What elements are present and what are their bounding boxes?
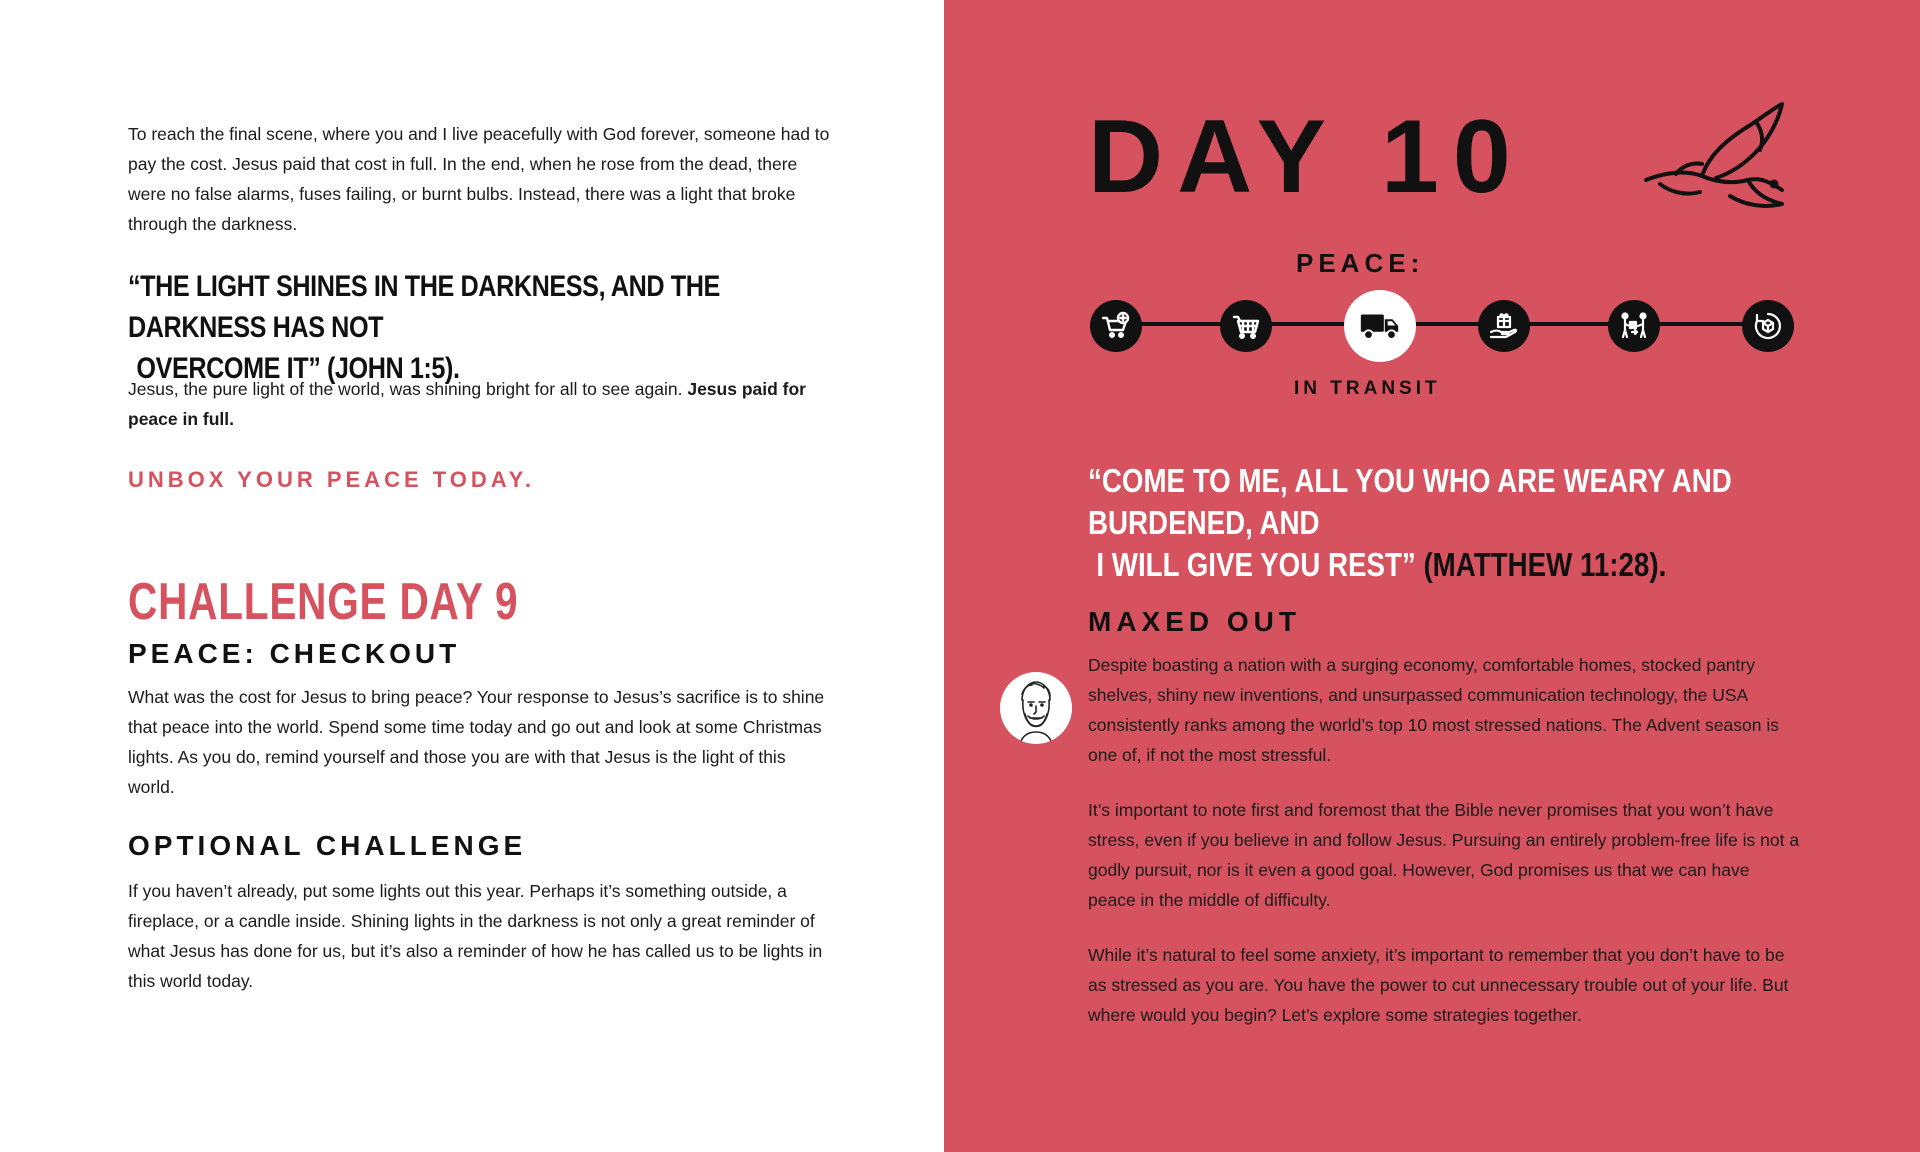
delivery-truck-icon <box>1357 303 1403 349</box>
maxed-out-heading: MAXED OUT <box>1088 606 1301 637</box>
tracker-status-label: IN TRANSIT <box>1294 378 1441 399</box>
handoff-icon <box>1618 310 1650 342</box>
stress-paragraph-3: While it’s natural to feel some anxiety, it’s important to remember that you don’t have to be as stressed as you are. You have the power to cut unnecessary trouble out of your life. But where would you begin? Let’s explore some strategies together. <box>1088 945 1789 1025</box>
scripture-quote-line-1: “THE LIGHT SHINES IN THE DARKNESS, AND THE DARKNESS HAS NOT <box>128 270 720 344</box>
shopping-basket-icon <box>1230 310 1262 342</box>
light-paragraph-emphasis: Jesus paid for peace in full. <box>128 379 806 429</box>
verse-quote-line-2-text: I WILL GIVE YOU REST” <box>1096 546 1424 583</box>
tracker-line <box>1116 322 1766 326</box>
optional-challenge-heading: OPTIONAL CHALLENGE <box>128 830 527 861</box>
unbox-callout: UNBOX YOUR PEACE TODAY. <box>128 467 536 492</box>
tracker-step-return <box>1742 300 1794 352</box>
gift-hand-icon <box>1488 310 1520 342</box>
checkout-heading: PEACE: CHECKOUT <box>128 638 461 669</box>
stress-paragraph-2: It’s important to note first and foremost that the Bible never promises that you won’t have stress, even if you believe in and follow Jesus. Pursuing an entirely problem-free life is not a godly pursuit, nor is it even a good goal. However, God promises us that we can have peace in the middle of difficulty. <box>1088 800 1800 910</box>
day-title: DAY 10 <box>1088 99 1525 215</box>
verse-quote <box>1088 460 1810 586</box>
light-paragraph <box>128 374 833 434</box>
cost-paragraph: What was the cost for Jesus to bring peace? Your response to Jesus’s sacrifice is to shine that peace into the world. Spend some time today and go out and look at some Christmas lights. As you do, remind yourself and those you are with that Jesus is the light of this world. <box>128 687 825 797</box>
lights-paragraph: If you haven’t already, put some lights out this year. Perhaps it’s something outside, a fireplace, or a candle inside. Shining lights in the darkness is not only a great reminder of what Jesus has done for us, but it’s also a reminder of how he has called us to be lights in this world today. <box>128 881 823 991</box>
challenge-title: CHALLENGE DAY 9 <box>128 573 519 631</box>
tracker-step-basket <box>1220 300 1272 352</box>
verse-quote-line-1: “COME TO ME, ALL YOU WHO ARE WEARY AND BURDENED, AND <box>1088 462 1732 541</box>
tracker-step-handoff <box>1608 300 1660 352</box>
verse-quote-line-2 <box>1088 544 1810 586</box>
return-box-icon <box>1752 310 1784 342</box>
verse-quote-reference: (MATTHEW 11:28). <box>1423 546 1667 583</box>
author-portrait-icon <box>1000 672 1072 744</box>
left-page <box>0 0 944 1152</box>
author-avatar <box>1000 672 1072 744</box>
scripture-quote <box>128 266 850 389</box>
cart-add-icon <box>1100 310 1132 342</box>
intro-paragraph: To reach the final scene, where you and I live peacefully with God forever, someone had to pay the cost. Jesus paid that cost in full. In the end, when he rose from the dead, there were no false alarms, fuses failing, or burnt bulbs. Instead, there was a light that broke through the darkness. <box>128 124 830 234</box>
scripture-quote-line-2: OVERCOME IT” (JOHN 1:5). <box>136 352 460 385</box>
tracker-step-in-transit <box>1344 290 1416 362</box>
right-page <box>944 0 1920 1152</box>
peace-label: PEACE: <box>1296 248 1425 278</box>
light-paragraph-text: Jesus, the pure light of the world, was shining bright for all to see again. <box>128 379 688 399</box>
stress-paragraph-1: Despite boasting a nation with a surging economy, comfortable homes, stocked pantry shelves, shiny new inventions, and unsurpassed communication technology, the USA consistently ranks among the world’s top 10 most stressed nations. The Advent season is one of, if not the most stressful. <box>1088 655 1779 765</box>
tracker-step-gift <box>1478 300 1530 352</box>
tracker-step-cart-add <box>1090 300 1142 352</box>
dove-icon <box>1636 100 1796 220</box>
order-tracker <box>1090 290 1794 362</box>
